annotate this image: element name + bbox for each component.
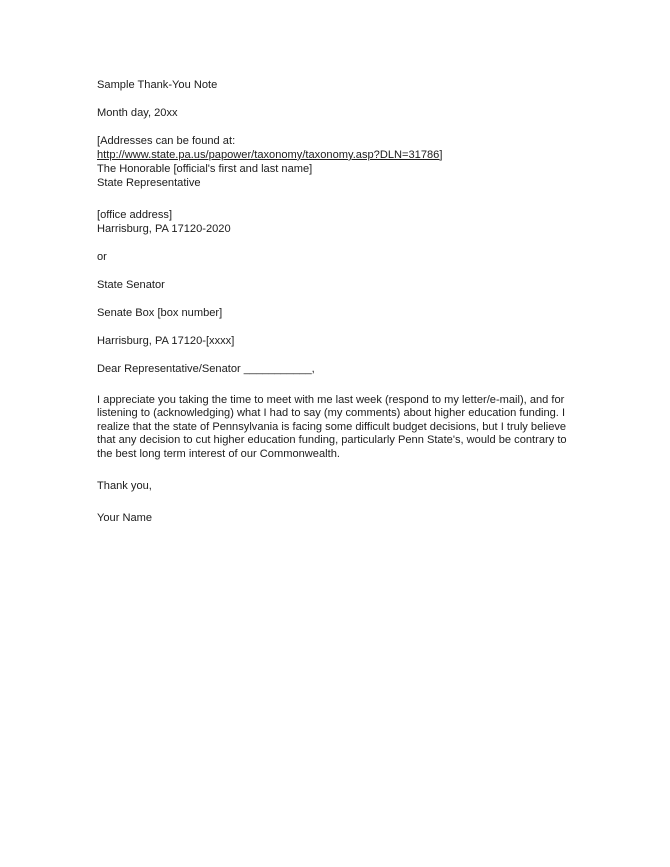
letter-title-block: [97, 78, 569, 92]
spacer-after-body: [97, 461, 569, 479]
spacer-after-or: [97, 264, 569, 278]
spacer-after-senate-city: [97, 348, 569, 362]
senator-title: State Senator: [97, 279, 165, 291]
address-source-link[interactable]: http://www.state.pa.us/papower/taxonomy/taxonomy.asp?DLN=31786]: [97, 149, 443, 161]
spacer-after-recipient: [97, 190, 569, 208]
spacer-after-senator-title: [97, 292, 569, 306]
letter-title: Sample Thank-You Note: [97, 79, 218, 91]
letter-date: Month day, 20xx: [97, 107, 178, 119]
senate-box-block: [97, 306, 569, 320]
or-separator: or: [97, 251, 107, 263]
spacer-after-date: [97, 120, 569, 134]
senate-city-block: [97, 334, 569, 348]
signature-line: Your Name: [97, 512, 153, 525]
signature-block: [97, 511, 569, 525]
senate-box: Senate Box [box number]: [97, 307, 223, 319]
recipient-title: State Representative: [97, 177, 201, 189]
spacer-after-closing: [97, 493, 569, 511]
recipient-name: The Honorable [official's first and last name]: [97, 163, 313, 175]
spacer-after-senate-box: [97, 320, 569, 334]
letter-date-block: [97, 106, 569, 120]
senator-title-block: [97, 278, 569, 292]
address-source-url-line: [97, 148, 569, 162]
senate-city-state-zip: Harrisburg, PA 17120-[xxxx]: [97, 335, 235, 347]
salutation-block: [97, 362, 569, 376]
spacer-after-salutation: [97, 376, 569, 394]
closing-line: Thank you,: [97, 480, 152, 493]
spacer-after-title: [97, 92, 569, 106]
salutation: Dear Representative/Senator ___________,: [97, 363, 315, 375]
office-city-state-zip: Harrisburg, PA 17120-2020: [97, 223, 231, 235]
letter-body: [97, 78, 569, 525]
address-source-note: [Addresses can be found at:: [97, 135, 236, 147]
recipient-address-block: [97, 134, 569, 190]
closing-block: [97, 479, 569, 493]
spacer-after-office: [97, 236, 569, 250]
office-address: [office address]: [97, 209, 173, 221]
body-paragraph: I appreciate you taking the time to meet with me last week (respond to my letter/e-mail), and for listening to (acknowledging) what I had to say (my comments) about higher education funding. I realize that the state of Pennsylvania is facing some difficult budget decisions, but I truly believe that any decision to cut higher education funding, particularly Penn State's, would be contrary to the best long term interest of our Commonwealth.: [97, 394, 567, 460]
office-address-block: [97, 208, 569, 236]
alternative-separator-block: [97, 250, 569, 264]
